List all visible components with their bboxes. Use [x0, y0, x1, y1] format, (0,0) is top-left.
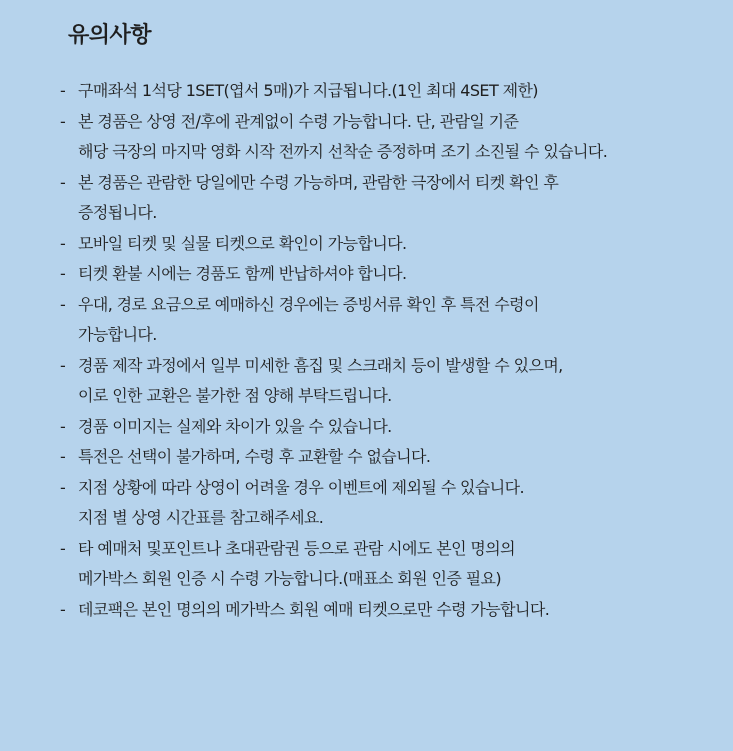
notice-item-continuation-line: 가능합니다. [78, 325, 157, 344]
notice-item [60, 259, 713, 290]
bullet-dash: - [60, 447, 66, 466]
notice-item-line: 경품 제작 과정에서 일부 미세한 흠집 및 스크래치 등이 발생할 수 있으며, [78, 355, 563, 375]
notice-item-line: 우대, 경로 요금으로 예매하신 경우에는 증빙서류 확인 후 특전 수령이 [78, 294, 539, 314]
notice-item-text [78, 259, 407, 290]
notice-item [60, 412, 713, 443]
bullet-dash: - [60, 538, 66, 558]
bullet-dash: - [60, 599, 66, 619]
notice-list [60, 76, 713, 625]
notice-item-text [78, 290, 539, 351]
notice-item-line: 경품 이미지는 실제와 차이가 있을 수 있습니다. [78, 416, 392, 436]
notice-item-text [78, 107, 607, 168]
notice-item [60, 595, 713, 626]
bullet-dash: - [60, 111, 66, 131]
notice-item [60, 473, 713, 534]
notice-item-line: 타 예매처 및포인트나 초대관람권 등으로 관람 시에도 본인 명의의 [78, 538, 516, 558]
notice-item-continuation-line: 지점 별 상영 시간표를 참고해주세요. [78, 508, 324, 527]
notice-item [60, 534, 713, 595]
notice-item-text [78, 168, 558, 229]
notice-item-continuation-line: 메가박스 회원 인증 시 수령 가능합니다.(매표소 회원 인증 필요) [78, 569, 502, 588]
notice-item-line: 특전은 선택이 불가하며, 수령 후 교환할 수 없습니다. [78, 447, 431, 466]
notice-item-text [78, 534, 515, 595]
notice-item-line: 데코팩은 본인 명의의 메가박스 회원 예매 티켓으로만 수령 가능합니다. [78, 599, 550, 619]
notice-item [60, 229, 713, 260]
notice-title: 유의사항 [68, 23, 152, 48]
notice-item-continuation-line: 해당 극장의 마지막 영화 시작 전까지 선착순 증정하며 조기 소진될 수 있습니다. [78, 142, 608, 161]
bullet-dash: - [60, 172, 66, 192]
notice-item-continuation-line: 이로 인한 교환은 불가한 점 양해 부탁드립니다. [78, 386, 392, 405]
notice-item [60, 76, 713, 107]
notice-item-line: 모바일 티켓 및 실물 티켓으로 확인이 가능합니다. [78, 233, 407, 253]
notice-item-continuation-line: 증정됩니다. [78, 203, 157, 222]
bullet-dash: - [60, 233, 66, 253]
bullet-dash: - [60, 416, 66, 436]
notice-item-text [78, 473, 524, 534]
notice-item-text [78, 442, 430, 473]
bullet-dash: - [60, 264, 66, 283]
bullet-dash: - [60, 477, 66, 497]
bullet-dash: - [60, 81, 66, 100]
notice-item-text [78, 229, 407, 260]
notice-item-line: 티켓 환불 시에는 경품도 함께 반납하셔야 합니다. [78, 264, 407, 283]
notice-item-line: 본 경품은 관람한 당일에만 수령 가능하며, 관람한 극장에서 티켓 확인 후 [78, 172, 559, 192]
notice-item-text [78, 595, 549, 626]
notice-item-text [78, 76, 538, 107]
bullet-dash: - [60, 294, 66, 314]
notice-item [60, 168, 713, 229]
notice-item-text [78, 351, 563, 412]
notice-item-line: 지점 상황에 따라 상영이 어려울 경우 이벤트에 제외될 수 있습니다. [78, 477, 524, 497]
notice-item [60, 290, 713, 351]
notice-item-line: 본 경품은 상영 전/후에 관계없이 수령 가능합니다. 단, 관람일 기준 [78, 111, 519, 131]
bullet-dash: - [60, 355, 66, 375]
notice-item [60, 351, 713, 412]
notice-item-line: 구매좌석 1석당 1SET(엽서 5매)가 지급됩니다.(1인 최대 4SET 제한) [78, 81, 538, 100]
notice-item [60, 107, 713, 168]
notice-item [60, 442, 713, 473]
notice-item-text [78, 412, 392, 443]
